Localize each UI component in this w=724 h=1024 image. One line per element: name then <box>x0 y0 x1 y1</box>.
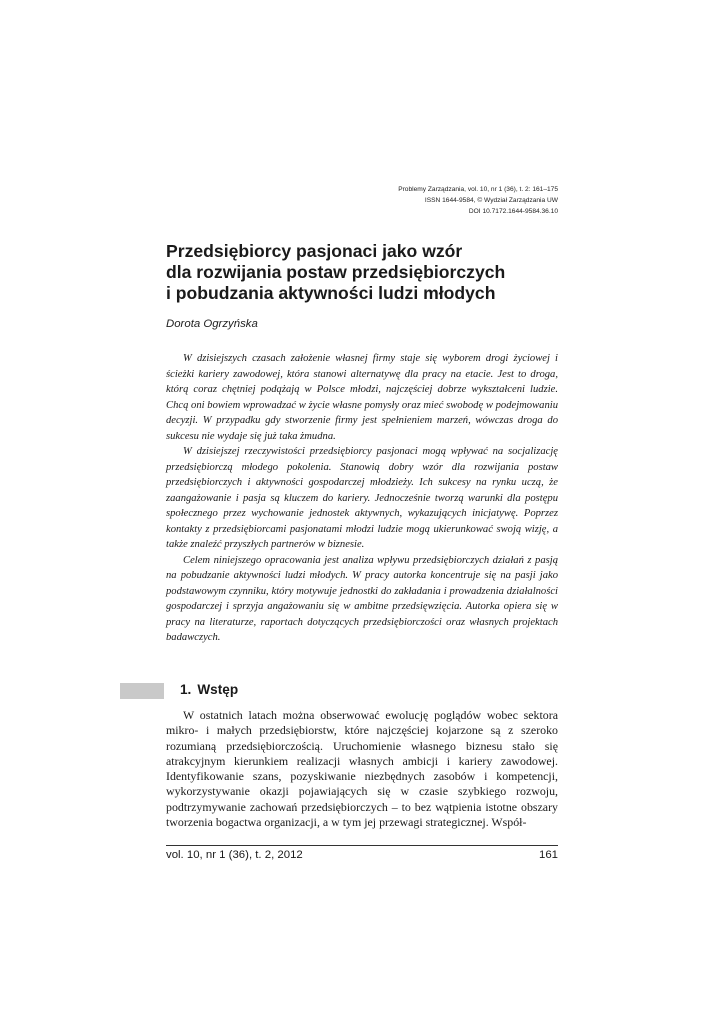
body-text <box>166 708 558 830</box>
page-number: 161 <box>538 849 558 861</box>
footer-divider <box>166 845 558 846</box>
article-title-line: i pobudzania aktywności ludzi młodych <box>166 283 496 303</box>
section-marker-bar <box>120 683 164 699</box>
article-title <box>166 241 566 304</box>
body-paragraph: W ostatnich latach można obserwować ewolucję poglądów wobec sektora mikro- i małych przedsiębiorstw, które najczęściej kojarzone są z szeroko rozumianą przedsiębiorczością. Uruchomienie własnego biznesu stało się atrakcyjnym kierunkiem realizacji własnych ambicji i kariery zawodowej. Identyfikowanie szans, pozyskiwanie niezbędnych zasobów i kompetencji, wykorzystywanie okazji pojawiających się w czasie szybkiego rozwoju, podtrzymywanie zachowań przedsiębiorczych – to bez wątpienia istotne obszary tworzenia bogactwa organizacji, a w tym jej przewagi strategicznej. Współ- <box>166 708 558 830</box>
article-title-line: Przedsiębiorcy pasjonaci jako wzór <box>166 241 463 261</box>
article-title-line: dla rozwijania postaw przedsiębiorczych <box>166 262 506 282</box>
section-title: Wstęp <box>197 682 239 697</box>
article-author: Dorota Ogrzyńska <box>166 318 258 330</box>
section-heading <box>180 681 238 699</box>
journal-doi: DOI 10.7172.1644-9584.36.10 <box>468 208 558 215</box>
journal-citation: Problemy Zarządzania, vol. 10, nr 1 (36), t. 2: 161–175 <box>398 186 558 193</box>
abstract <box>166 351 558 646</box>
journal-info <box>398 184 558 217</box>
abstract-paragraph: Celem niniejszego opracowania jest analiza wpływu przedsiębiorczych działań z pasją na pobudzanie aktywności ludzi młodych. W pracy autorka koncentruje się na pasji jako podstawowym czynniku, który motywuje jednostki do zakładania i prowadzenia działalności gospodarczej i sprzyja angażowaniu się w ambitne przedsięwzięcia. Autorka opiera się w pracy na literaturze, raportach dotyczących przedsiębiorczości oraz własnych projektach badawczych. <box>166 554 558 643</box>
abstract-paragraph: W dzisiejszej rzeczywistości przedsiębiorcy pasjonaci mogą wpływać na socjalizację przedsiębiorczą młodego pokolenia. Stanowią dobry wzór dla rozwijania postaw przedsiębiorczych i aktywności gospodarczej młodzieży. Ich sukcesy na rynku uczą, że zaangażowanie i pasja są kluczem do kariery. Jednocześnie tworzą warunki dla postępu społecznego przez wychowanie jednostek aktywnych, wykazujących inicjatywę. Poprzez kontakty z przedsiębiorcami pasjonatami młodzi ludzie mogą ukierunkować swoją wizję, a także znaleźć przyszłych partnerów w biznesie. <box>166 446 558 550</box>
journal-issn: ISSN 1644-9584, © Wydział Zarządzania UW <box>424 197 558 204</box>
footer-volume: vol. 10, nr 1 (36), t. 2, 2012 <box>166 849 303 861</box>
abstract-paragraph: W dzisiejszych czasach założenie własnej firmy staje się wyborem drogi życiowej i ścieżki kariery zawodowej, która stanowi alternatywę dla pracy na etacie. Jest to droga, którą coraz chętniej podążają w Polsce młodzi, najczęściej dobrze wykształceni ludzie. Chcą oni bowiem wprowadzać w życie własne pomysły oraz mieć swobodę w podejmowaniu decyzji. W przypadku gdy stworzenie firmy jest spełnieniem marzeń, wówczas droga do sukcesu nie wydaje się już taka żmudna. <box>166 353 558 442</box>
section-number: 1. <box>180 682 192 697</box>
